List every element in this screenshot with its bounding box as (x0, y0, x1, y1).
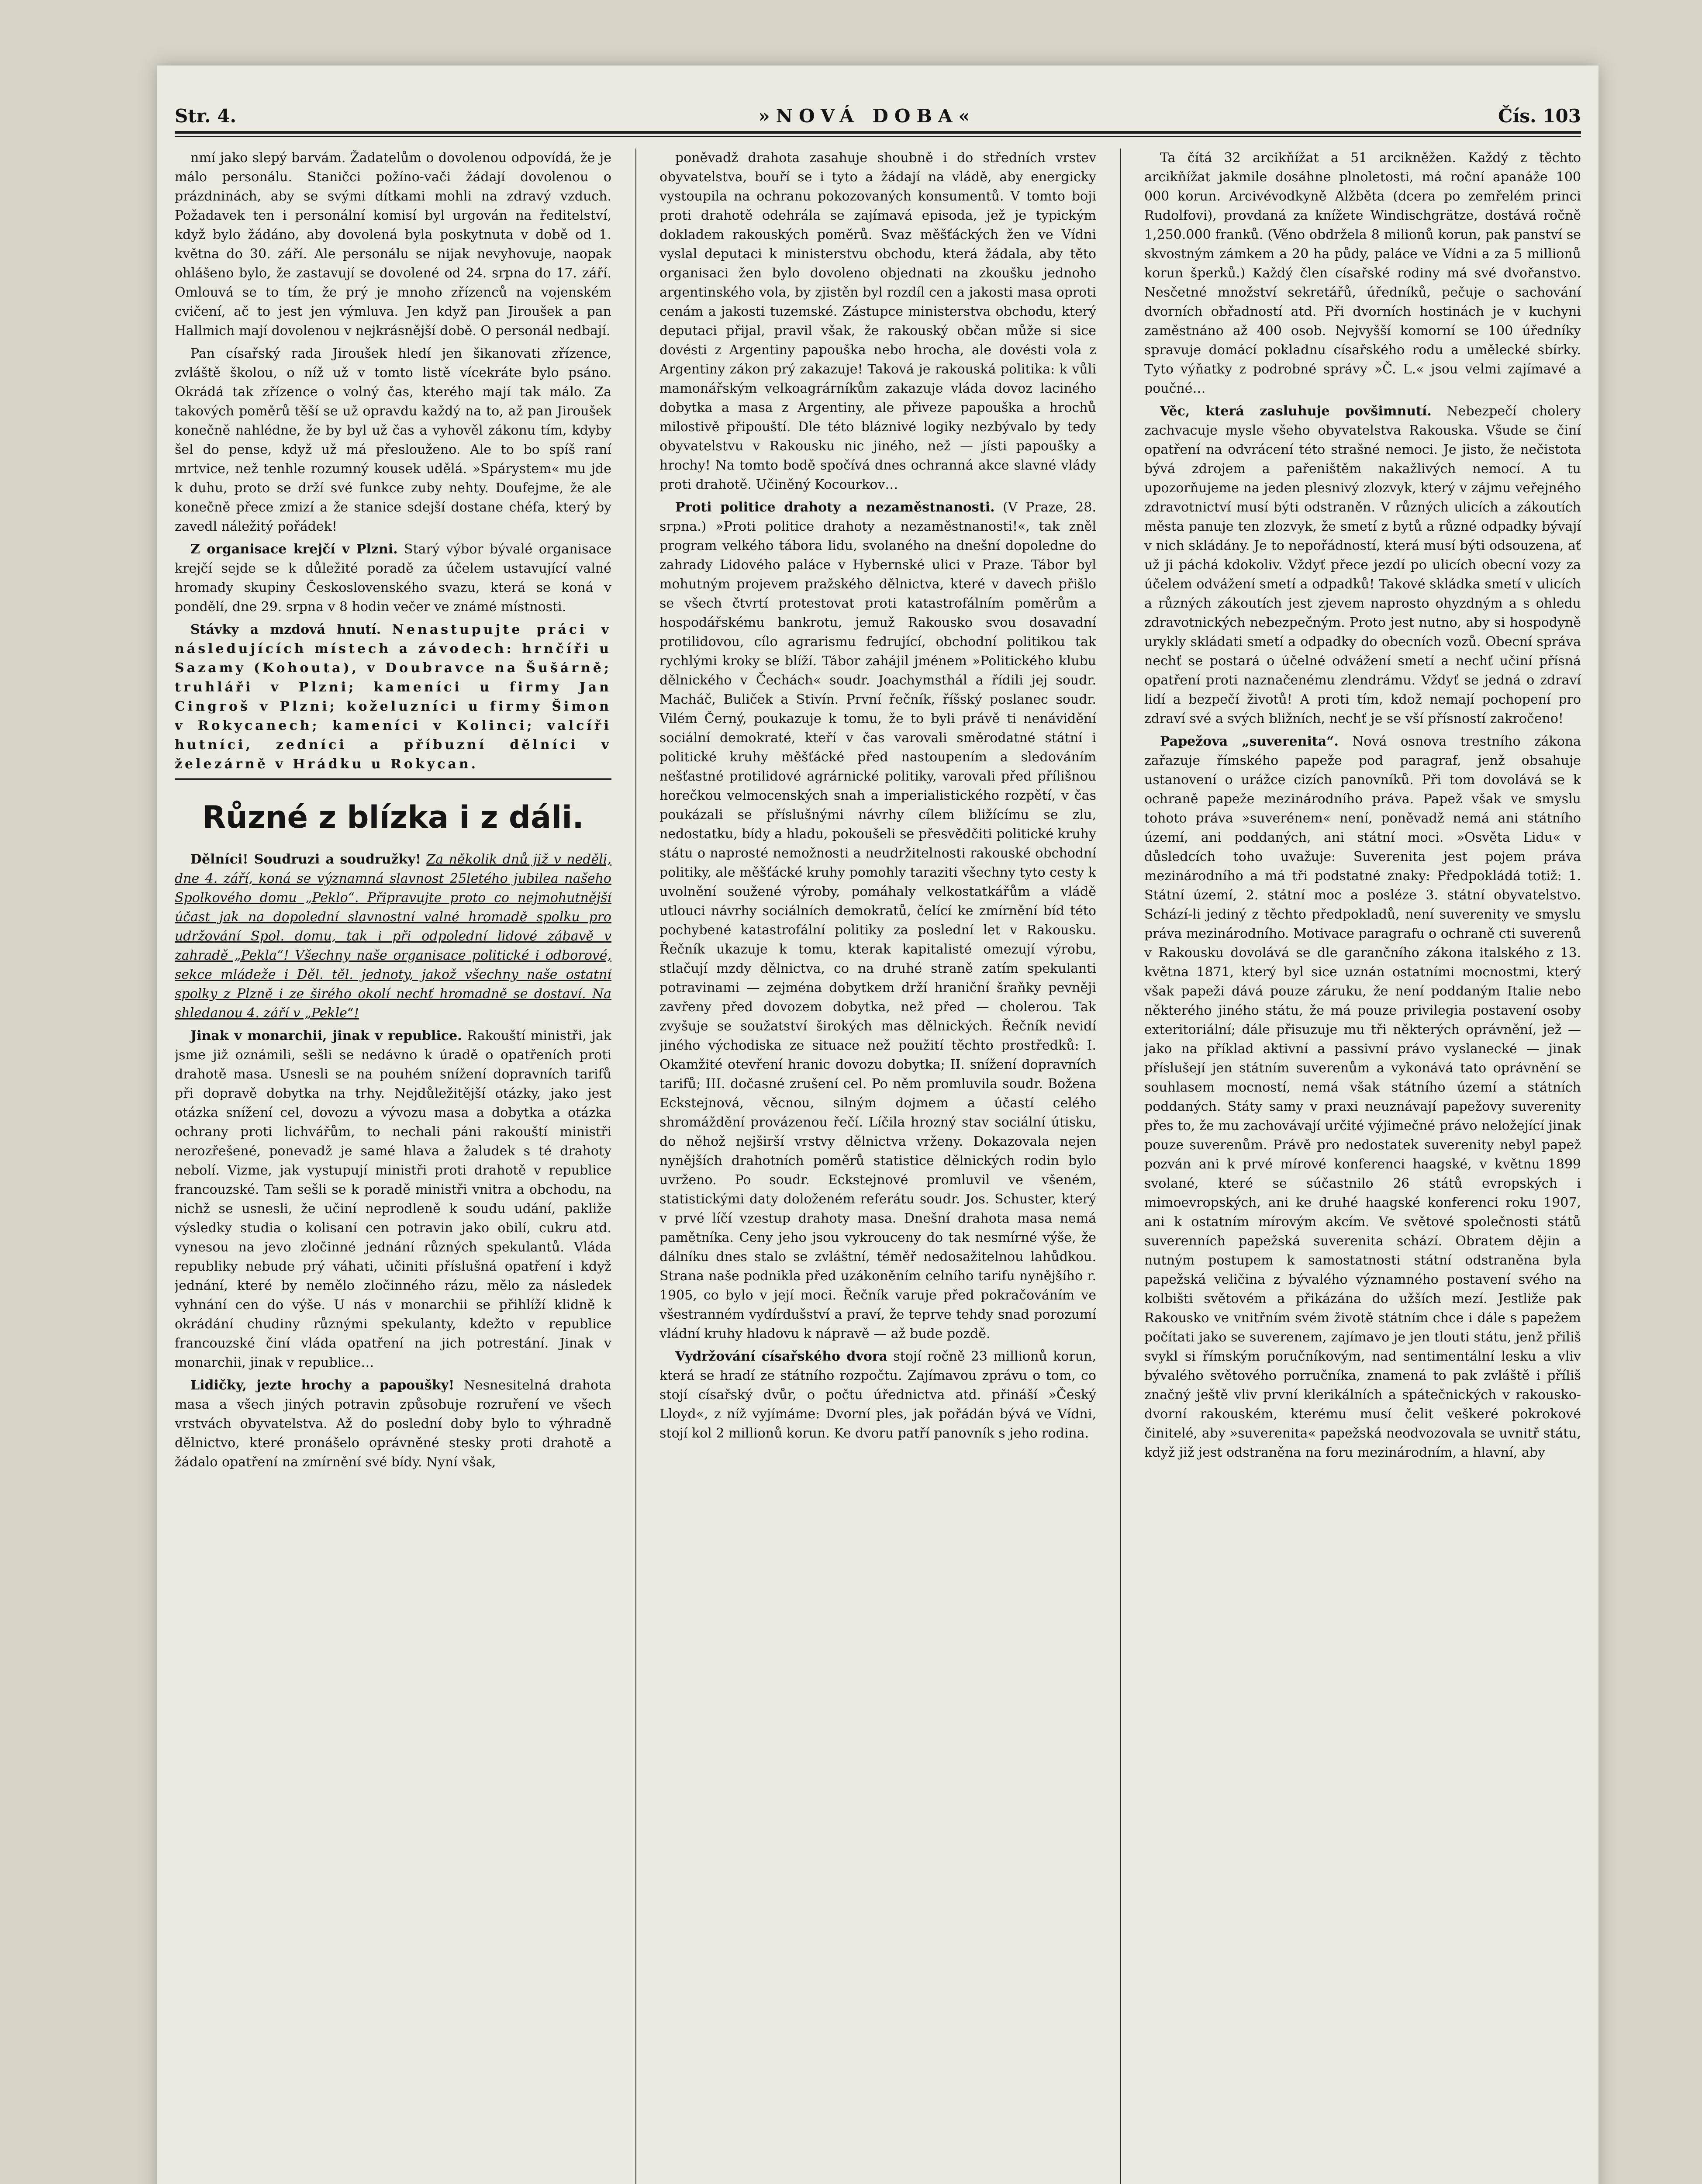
section-title: Různé z blízka i z dáli. (202, 799, 584, 835)
article-heading: Z organisace krejčí v Plzni. (190, 542, 398, 557)
section-rule (175, 778, 611, 780)
masthead-title: »NOVÁ DOBA« (758, 105, 976, 127)
article-heading: Lidičky, jezte hrochy a papoušky! (190, 1378, 455, 1393)
article-heading: Věc, která zasluhuje povšimnutí. (1160, 404, 1432, 419)
article-heading: Proti politice drahoty a nezaměstnanosti. (675, 500, 995, 515)
article-heading: Stávky a mzdová hnutí. (190, 622, 381, 637)
article-text: Rakouští ministři, jak jsme již oznámili, sešli se nedávno k úradě o opatřeních proti drahotě masa. Usnesli se na pouhém snížení dopravních tarifů při dopravě dobytka na trhy. Nejdůležitější otázky, jako jest otázka snížení cel, dovozu a vývozu masa a dobytka a otázka ochrany proti lichvářům, to nechali páni rakouští ministři nerozřešené, ponevadž je samé hlava a žaludek s té drahoty nebolí. Vizme, jak vystupují ministři proti drahotě v republice francouzské. Tam sešli se k poradě ministři vnitra a obchodu, na nichž se usnesli, že učiní neprodleně k soudu udání, pakliže výsledky studia o kolisaní cen potravin jako obilí, cukru atd. vynesou na jevo zločinné jednání různých spekulantů. Vláda republiky nebude prý váhati, učiniti příslušná opatření i když jednání, které by nemělo zločinného rázu, mělo za následek vyhnání cen do výše. U nás v monarchii se přihlíží klidně k okrádání chudiny různými spekulanty, kdežto v republice francouzské činí vláda opatření na jich potrestání. Jinak v monarchii, jinak v republice… (175, 1028, 611, 1370)
issue-number: Čís. 103 (1498, 105, 1581, 127)
page-number: Str. 4. (175, 105, 237, 127)
column-divider (635, 149, 636, 2184)
article-text: Za několik dnů již v neděli, dne 4. září, koná se významná slavnost 25letého jubilea našeho Spolkového domu „Peklo“. Připravujte proto co nejmohutnější účast jak na dopolední slavnostní valné hromadě spolku pro udržování Spol. domu, tak i při odpolední lidové zábavě v zahradě „Pekla“! Všechny naše organisace politické i odborové, sekce mládeže i Děl. těl. jednoty, jakož všechny naše ostatní spolky z Plzně i ze širého okolí nechť hromadně se dostaví. Na shledanou 4. září v „Pekle“! (175, 852, 611, 1021)
article-text: stojí ročně 23 millionů korun, která se hradí ze státního rozpočtu. Zajímavou zprávu o tom, co stojí císařský dvůr, o počtu úřednictva atd. přináší »Český Lloyd«, z níž vyjímáme: Dvorní ples, jak pořádán bývá ve Vídni, stojí kol 2 millionů korun. Ke dvoru patří panovník s jeho rodina. (659, 1349, 1096, 1441)
page-header (175, 83, 1581, 127)
article-heading: Dělníci! Soudruzi a soudružky! (190, 852, 421, 867)
column-divider (1120, 149, 1121, 2184)
article-text: (V Praze, 28. srpna.) »Proti politice drahoty a nezaměstnanosti!«, tak zněl program velkého tábora lidu, svolaného na dnešní dopoledne do zahrady Lidového paláce v Hybernské ulici v Praze. Tábor byl mohutným projevem pražského dělnictva, které v davech přišlo se všech čtvrtí protestovat proti katastrofálním poměrům a hospodářskému bankrotu, jemuž Rakousko svou dosavadní protilidovou, cílo agrarismu fedrující, obchodní politikou tak rychlými kroky se blíží. Tábor zahájil jménem »Politického klubu dělnického v Čechách« soudr. Joachymsthál a řídili jej soudr. Macháč, Buliček a Stivín. První řečník, říšský poslanec soudr. Vilém Černý, poukazuje k tomu, že to byli právě ti nenávidění sociální demokraté, kteří v čas varovali směrodatné státní i politické kruhy měšťácké před nastoupením a sledováním nešťastné protilidové agrárnické politiky, varovali před přílišnou horečkou velmocenských snah a imperialistického rozpětí, v čas poukázali se příslušnými návrhy cílem bližícímu se zlu, nedostatku, bídy a hladu, pokoušeli se přesvědčiti politické kruhy státu o naprosté nemožnosti a neudržitelnosti rakouské obchodní politiky, ale měšťácké kruhy pomohly taraziti všechny tyto cesty k uvolnění soužené výroby, pomáhaly velkostatkářům a vládě utlouci návrhy sociálních demokratů, čelící ke zmírnění bíd této pochybené katastrofální politiky za poslední let v Rakousku. Řečník ukazuje k tomu, kterak kapitalisté omezují výrobu, stlačují mzdy dělnictva, co na druhé straně zatím spekulanti potravinami — zejména dobytkem drží hraniční šraňky pevněji zavřeny před dovozem dobytka, než před — cholerou. Tak zvyšuje se soužatství širokých mas dělnických. Řečník nevidí jiného východiska ze situace než použití těchto prostředků: I. Okamžité otevření hranic dovozu dobytka; II. snížení dopravních tarifů; III. dočasné zrušení cel. Po něm promluvila soudr. Božena Eckstejnová, věcnou, silným dojmem a účastí celého shromáždění provázenou řečí. Líčila hrozný stav sociální útisku, do něhož nejširší vrstvy dělnictva vrženy. Dokazovala nejen nynějších drahotních poměrů statistice dělnických rodin bylo uvrženo. Po soudr. Eckstejnové promluvil ve všeném, statistickými daty doloženém referátu soudr. Jos. Schuster, který v prvé líčí vzestup drahoty masa. Dnešní drahota masa nemá pamětníka. Ceny jeho jsou vykrouceny do tak nesmírné výše, že dálníku dnes stalo se zvláštní, téměř nedosažitelnou lahůdkou. Strana naše podnikla před uzákoněním celního tarifu nynějšího r. 1905, co bylo v její moci. Řečník varuje před pokračováním ve všestranném vydírdušství a praví, že teprve tehdy snad porozumí vládní kruhy hladovu k nápravě — až bude pozdě. (659, 500, 1096, 1341)
column-1 (175, 149, 611, 2184)
column-3 (1144, 149, 1581, 2184)
article-text: Nesnesitelná drahota masa a všech jiných potravin způsobuje rozruření ve všech vrstvách obyvatelstva. Až do poslední doby bylo to výhradně dělnictvo, které pronášelo oprávněné stesky proti drahotě a žádalo opatření na zmírnění své bídy. Nyní však, (175, 1378, 611, 1470)
article-heading: Jinak v monarchii, jinak v republice. (190, 1028, 462, 1044)
article-text: Nenastupujte práci v následujících místech a závodech: hrnčíři u Sazamy (Kohouta), v Doubravce na Šušárně; truhláři v Plzni; kameníci u firmy Jan Cingroš v Plzni; koželuzníci u firmy Šimon v Rokycanech; kameníci v Kolinci; valcíři hutníci, zedníci a příbuzní dělníci v železárně v Hrádku u Rokycan. (175, 622, 611, 772)
article-text: Pan císařský rada Jiroušek hledí jen šikanovati zřízence, zvláště školou, o níž už v tomto listě vícekráte bylo psáno. Okrádá tak zřízence o volný čas, kterého mají tak málo. Za takových poměrů těší se už opravdu každý na to, až pan Jiroušek konečně nahlédne, že by byl už čas a vyhověl zákonu tím, kdyby šel do pense, když už má přeslouženo. Ale to bo spíš raní mrtvice, než tenhle rozumný kousek udělá. »Spárystem« mu jde k duhu, proto se drží své funkce zuby nehty. Doufejme, že ale konečně přece zmizí a že stanice sdejší dostane chéfa, který by zavedl náležitý pořádek! (175, 346, 611, 534)
article-heading: Vydržování císařského dvora (675, 1349, 887, 1364)
newspaper-page (157, 66, 1598, 2184)
article-text: poněvadž drahota zasahuje shoubně i do středních vrstev obyvatelstva, bouří se i tyto a žádají na vládě, aby energicky vystoupila na ochranu pokozovaných konsumentů. V tomto boji proti drahotě odehrála se zajímavá episoda, jež je typickým dokladem rakouských poměrů. Svaz měšťáckých žen ve Vídni vyslal deputaci k ministerstvu obchodu, která žádala, aby těto organisaci žen bylo dovoleno objednati na zkoušku jednoho argentinského vola, by zjistěn byl rozdíl cen a jakosti masa oproti cenám a jakosti tuzemské. Zástupce ministerstva obchodu, který deputaci přijal, pravil však, že rakouský občan může si sice dovésti z Argentiny papouška nebo hrocha, ale dovésti vola z Argentiny zákon prý zakazuje! Taková je rakouská politika: k vůli mamonářským velkoagrárníkům zakazuje vláda dovoz laciného dobytka a masa z Argentiny, ale přiveze papouška a hrochů milostivě připouští. Dle této bláznivé logiky nezbývalo by tedy obyvatelstvu v Rakousku nic jiného, než — jísti papoušky a hrochy! Na tomto bodě spočívá dnes ochranná akce slavné vlády proti drahotě. Učiněný Kocourkov… (659, 150, 1096, 492)
article-text: Nebezpečí cholery zachvacuje mysle všeho obyvatelstva Rakouska. Všude se činí opatření na odvrácení této strašné nemoci. Je jisto, že nečistota bývá zdrojem a pařeništěm nakažlivých nemocí. A tu upozorňujeme na jeden plesnivý zlozvyk, který v zájmu veřejného zdravotnictví musí býti odstraněn. V různých ulicích a zákoutích města panuje ten zlozvyk, že smetí z bytů a různé odpadky bývají v nich skládány. Je to nepořádností, která musí býti odsouzena, ať už ji páchá kdokoliv. Vždyť přece jezdí po ulicích obecní vozy za účelem odvážení smetí a odpadků! Takové skládka smetí v ulicích a různých zákoutích jest zjevem naprosto ohyzdným a s ohledu zdravotnických nebezpečným. Proto jest nutno, aby si hospodyně urykly skládati smetí a odpadky do obecních vozů. Obecní správa nechť se postará o účelné odvážení smetí a nechť učiní přísná opatření proti naznačenému zlendrámu. Vždyť se jedná o zdraví lidí a bezpečí životů! A proti tím, kdož nemají pochopení pro zdraví své a svých bližních, nechť je se vší přísností zakročeno! (1144, 404, 1581, 726)
header-rule-thin (175, 136, 1581, 137)
article-text: Nová osnova trestního zákona zařazuje římského papeže pod paragraf, jenž obsahuje ustanovení o urážce cizích panovníků. Při tom dovolává se k ochraně papeže mezinárodního práva. Papež však ve smyslu tohoto práva »suverénem« není, poněvadž nemá ani státního území, ani poddaných, ani státní moci. »Osvěta Lidu« v důsledcích toho uvažuje: Suverenita jest pojem práva mezinárodního a má tři podstatné znaky: Předpokládá totiž: 1. Státní území, 2. státní moc a posléze 3. státní obyvatelstvo. Schází-li jediný z těchto předpokladů, není suverenity ve smyslu práva mezinárodního. Motivace paragrafu o ochraně cti suverenů v Rakousku dovolává se dle garančního zákona italského z 13. května 1871, který byl sice uznán ostatními mocnostmi, který však papeži dává pouze záruku, že není poddaným Italie nebo některého jiného státu, že má pouze privilegia postavení osoby exteritoriální; dále přisuzuje mu tři některých oprávnění, jež — jako na příklad aktivní a passivní právo vyslanecké — jinak příslušejí jen státním suverenům a vykonává tato oprávnění se souhlasem mocností, nemá však státního území a státních poddaných. Státy samy v praxi neuznávají papežovy suverenity přes to, že mu zachovávají určité výjimečné právo neložející jinak pouze suverenům. Právě pro nedostatek suverenity nebyl papež pozván ani k prvé mírové konferenci haagské, v květnu 1899 svolané, které se súčastnilo 26 států evropských i mimoevropských, ani ke druhé haagské konferenci roku 1907, ani k ostatním mírovým akcím. Ve světové společnosti států suverenních papežská suverenita schází. Obratem dějin a nutným postupem k samostatnosti státní odstraněna byla papežská veličina z bývalého významného postavení svého na kolbišti světovém a přikázána do užších mezí. Jestliže pak Rakousko ve vnitřním svém životě státním chce i dále s papežem počítati jako se suverenem, zajímavo je jen tlouti státu, jenž přiliš svykl si římským poručníkovým, nad sentimentální lesku a vliv bývalého světového porručníka, znamená to pak zvláště i příliš značný ještě vliv první klerikálních a spátečnických v rakousko-dvorní rakouském, kterému musí čelit veškeré pokrokové činitelé, aby »suverenita« papežská neodvozovala se uvnitř státu, když již jest odstraněna na foru mezinárodním, a hlavní, aby (1144, 734, 1581, 1460)
article-heading: Papežova „suverenita“. (1160, 734, 1339, 749)
column-2 (659, 149, 1096, 2184)
header-rule (175, 131, 1581, 134)
article-text: nmí jako slepý barvám. Žadatelům o dovolenou odpovídá, že je málo personálu. Staničci požíno-vači žádají dovolenou o prázdninách, aby se svými dítkami mohli na zdravý vzduch. Požadavek ten i personální komisí byl urgován na ředitelství, když bylo žádáno, aby dovolená byla poskytnuta v době od 1. května do 30. září. Ale personálu se nijak nevyhovuje, naopak ohlášeno bylo, že zastavují se dovolené od 24. srpna do 17. září. Omlouvá se to tím, že prý je mnoho zřízenců na vojenském cvičení, ač to jest jen výmluva. Jen když pan Jiroušek a pan Hallmich mají dovolenou v nejkrásnější době. O personál nedbají. (175, 150, 611, 339)
article-text: Ta čítá 32 arcikňížat a 51 arcikněžen. Každý z těchto arcikňížat jakmile dosáhne plnoletosti, má roční apanáže 100 000 korun. Arcivévodkyně Alžběta (dcera po zemřelém princi Rudolfovi), provdaná za knížete Windischgrätze, dostává ročně 1,250.000 franků. (Věno obdržela 8 milionů korun, pak panství se skvostným zámkem a 20 ha půdy, paláce ve Vídni a za 5 millionů korun šperků.) Každý člen císařské rodiny má své dvořanstvo. Nesčetné množství sekretářů, úředníků, pečuje o sachování dvorních obřadností atd. Při dvorních hostinách je v kuchyni zaměstnáno až 400 osob. Nejvyšší komorní se 100 úředníky spravuje domácí pokladnu císařského rodu a umělecké sbírky. Tyto výňatky z podrobné správy »Č. L.« jsou velmi zajímavé a poučné… (1144, 150, 1581, 396)
article-text: Starý výbor bývalé organisace krejčí sejde se k důležité poradě za účelem ustavující valné hromady skupiny Československého svazu, která se koná v pondělí, dne 29. srpna v 8 hodin večer ve známé místnosti. (175, 542, 611, 615)
